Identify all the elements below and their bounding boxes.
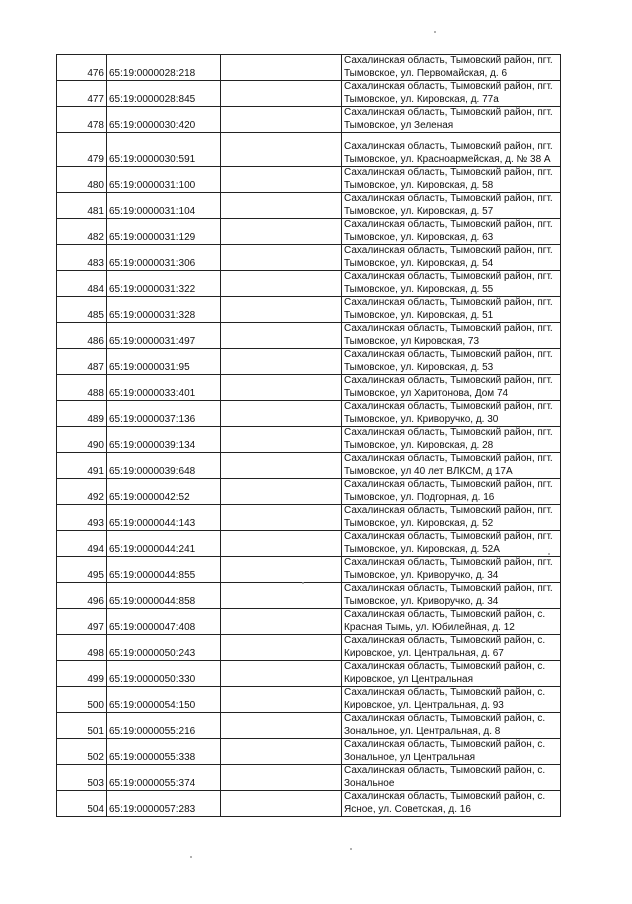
row-number: 479 (57, 133, 107, 167)
address-cell: Сахалинская область, Тымовский район, пгт. Тымовское, ул. Красноармейская, д. № 38 А (342, 133, 561, 167)
address-cell: Сахалинская область, Тымовский район, с. Красная Тымь, ул. Юбилейная, д. 12 (342, 609, 561, 635)
empty-cell (221, 557, 342, 583)
address-cell: Сахалинская область, Тымовский район, с. Ясное, ул. Советская, д. 16 (342, 791, 561, 817)
table-row (57, 219, 561, 245)
table-row (57, 713, 561, 739)
cadastral-number: 65:19:0000050:243 (107, 635, 221, 661)
address-cell: Сахалинская область, Тымовский район, с. Зональное, ул Центральная (342, 739, 561, 765)
cadastral-number: 65:19:0000044:855 (107, 557, 221, 583)
empty-cell (221, 81, 342, 107)
address-cell: Сахалинская область, Тымовский район, пгт. Тымовское, ул Зеленая (342, 107, 561, 133)
cadastral-number: 65:19:0000055:374 (107, 765, 221, 791)
scan-speck (548, 553, 550, 555)
cadastral-number: 65:19:0000037:136 (107, 401, 221, 427)
address-cell: Сахалинская область, Тымовский район, пгт. Тымовское, ул. Кировская, д. 57 (342, 193, 561, 219)
address-cell: Сахалинская область, Тымовский район, пгт. Тымовское, ул. Кировская, д. 28 (342, 427, 561, 453)
row-number: 501 (57, 713, 107, 739)
empty-cell (221, 193, 342, 219)
address-cell: Сахалинская область, Тымовский район, пгт. Тымовское, ул Кировская, 73 (342, 323, 561, 349)
address-cell: Сахалинская область, Тымовский район, пгт. Тымовское, ул. Кировская, д. 58 (342, 167, 561, 193)
row-number: 483 (57, 245, 107, 271)
table-row (57, 687, 561, 713)
row-number: 504 (57, 791, 107, 817)
row-number: 476 (57, 55, 107, 81)
address-cell: Сахалинская область, Тымовский район, пгт. Тымовское, ул. Криворучко, д. 34 (342, 557, 561, 583)
row-number: 498 (57, 635, 107, 661)
cadastral-number: 65:19:0000042:52 (107, 479, 221, 505)
address-cell: Сахалинская область, Тымовский район, пгт. Тымовское, ул Харитонова, Дом 74 (342, 375, 561, 401)
table-row (57, 791, 561, 817)
empty-cell (221, 531, 342, 557)
address-cell: Сахалинская область, Тымовский район, пгт. Тымовское, ул. Кировская, д. 53 (342, 349, 561, 375)
address-cell: Сахалинская область, Тымовский район, с. Зональное (342, 765, 561, 791)
empty-cell (221, 765, 342, 791)
cadastral-number: 65:19:0000031:104 (107, 193, 221, 219)
row-number: 492 (57, 479, 107, 505)
table-row (57, 167, 561, 193)
empty-cell (221, 791, 342, 817)
empty-cell (221, 271, 342, 297)
row-number: 493 (57, 505, 107, 531)
empty-cell (221, 739, 342, 765)
address-cell: Сахалинская область, Тымовский район, пгт. Тымовское, ул. Подгорная, д. 16 (342, 479, 561, 505)
table-row (57, 765, 561, 791)
row-number: 497 (57, 609, 107, 635)
address-cell: Сахалинская область, Тымовский район, пгт. Тымовское, ул. Кировская, д. 77а (342, 81, 561, 107)
table-row (57, 479, 561, 505)
table-row (57, 323, 561, 349)
empty-cell (221, 107, 342, 133)
table-row (57, 133, 561, 167)
empty-cell (221, 401, 342, 427)
address-cell: Сахалинская область, Тымовский район, пгт. Тымовское, ул. Криворучко, д. 30 (342, 401, 561, 427)
address-cell: Сахалинская область, Тымовский район, пгт. Тымовское, ул. Кировская, д. 55 (342, 271, 561, 297)
property-registry-table (56, 54, 561, 817)
cadastral-number: 65:19:0000039:134 (107, 427, 221, 453)
row-number: 499 (57, 661, 107, 687)
address-cell: Сахалинская область, Тымовский район, пгт. Тымовское, ул. Кировская, д. 54 (342, 245, 561, 271)
address-cell: Сахалинская область, Тымовский район, пгт. Тымовское, ул. Кировская, д. 63 (342, 219, 561, 245)
address-cell: Сахалинская область, Тымовский район, пгт. Тымовское, ул. Кировская, д. 52А (342, 531, 561, 557)
empty-cell (221, 687, 342, 713)
address-cell: Сахалинская область, Тымовский район, с. Кировское, ул Центральная (342, 661, 561, 687)
cadastral-number: 65:19:0000028:845 (107, 81, 221, 107)
table-row (57, 661, 561, 687)
cadastral-number: 65:19:0000047:408 (107, 609, 221, 635)
empty-cell (221, 133, 342, 167)
cadastral-number: 65:19:0000055:216 (107, 713, 221, 739)
cadastral-number: 65:19:0000031:306 (107, 245, 221, 271)
address-cell: Сахалинская область, Тымовский район, пгт. Тымовское, ул. Первомайская, д. 6 (342, 55, 561, 81)
address-cell: Сахалинская область, Тымовский район, с. Кировское, ул. Центральная, д. 93 (342, 687, 561, 713)
scan-speck (350, 848, 352, 850)
address-cell: Сахалинская область, Тымовский район, пгт. Тымовское, ул. Кировская, д. 52 (342, 505, 561, 531)
cadastral-number: 65:19:0000030:420 (107, 107, 221, 133)
row-number: 490 (57, 427, 107, 453)
table-row (57, 401, 561, 427)
table-body (57, 55, 561, 817)
cadastral-number: 65:19:0000031:328 (107, 297, 221, 323)
cadastral-number: 65:19:0000050:330 (107, 661, 221, 687)
address-cell: Сахалинская область, Тымовский район, пгт. Тымовское, ул. Кировская, д. 51 (342, 297, 561, 323)
row-number: 482 (57, 219, 107, 245)
row-number: 487 (57, 349, 107, 375)
table-row (57, 427, 561, 453)
empty-cell (221, 349, 342, 375)
table-row (57, 81, 561, 107)
cadastral-number: 65:19:0000054:150 (107, 687, 221, 713)
table-row (57, 271, 561, 297)
row-number: 491 (57, 453, 107, 479)
row-number: 496 (57, 583, 107, 609)
table-row (57, 349, 561, 375)
scan-speck (434, 31, 436, 33)
address-cell: Сахалинская область, Тымовский район, пгт. Тымовское, ул 40 лет ВЛКСМ, д 17А (342, 453, 561, 479)
cadastral-number: 65:19:0000031:129 (107, 219, 221, 245)
address-cell: Сахалинская область, Тымовский район, с. Зональное, ул. Центральная, д. 8 (342, 713, 561, 739)
empty-cell (221, 427, 342, 453)
cadastral-number: 65:19:0000055:338 (107, 739, 221, 765)
address-cell: Сахалинская область, Тымовский район, пгт. Тымовское, ул. Криворучко, д. 34 (342, 583, 561, 609)
cadastral-number: 65:19:0000057:283 (107, 791, 221, 817)
table-row (57, 55, 561, 81)
table-row (57, 453, 561, 479)
cadastral-number: 65:19:0000031:95 (107, 349, 221, 375)
row-number: 495 (57, 557, 107, 583)
table-row (57, 297, 561, 323)
empty-cell (221, 661, 342, 687)
address-cell: Сахалинская область, Тымовский район, с. Кировское, ул. Центральная, д. 67 (342, 635, 561, 661)
cadastral-number: 65:19:0000033:401 (107, 375, 221, 401)
row-number: 503 (57, 765, 107, 791)
scan-speck (190, 856, 192, 858)
table-row (57, 505, 561, 531)
empty-cell (221, 297, 342, 323)
table-row (57, 375, 561, 401)
row-number: 480 (57, 167, 107, 193)
empty-cell (221, 375, 342, 401)
empty-cell (221, 167, 342, 193)
row-number: 481 (57, 193, 107, 219)
table-row (57, 245, 561, 271)
row-number: 478 (57, 107, 107, 133)
table-row (57, 193, 561, 219)
cadastral-number: 65:19:0000028:218 (107, 55, 221, 81)
row-number: 500 (57, 687, 107, 713)
scan-speck (302, 582, 304, 584)
empty-cell (221, 713, 342, 739)
table-row (57, 635, 561, 661)
empty-cell (221, 219, 342, 245)
cadastral-number: 65:19:0000044:858 (107, 583, 221, 609)
cadastral-number: 65:19:0000039:648 (107, 453, 221, 479)
empty-cell (221, 609, 342, 635)
empty-cell (221, 479, 342, 505)
cadastral-number: 65:19:0000031:100 (107, 167, 221, 193)
cadastral-number: 65:19:0000044:143 (107, 505, 221, 531)
empty-cell (221, 635, 342, 661)
table-row (57, 739, 561, 765)
cadastral-number: 65:19:0000044:241 (107, 531, 221, 557)
empty-cell (221, 505, 342, 531)
table-row (57, 531, 561, 557)
row-number: 484 (57, 271, 107, 297)
cadastral-number: 65:19:0000030:591 (107, 133, 221, 167)
empty-cell (221, 55, 342, 81)
cadastral-number: 65:19:0000031:322 (107, 271, 221, 297)
table-row (57, 609, 561, 635)
row-number: 494 (57, 531, 107, 557)
empty-cell (221, 245, 342, 271)
row-number: 485 (57, 297, 107, 323)
row-number: 502 (57, 739, 107, 765)
table-row (57, 557, 561, 583)
cadastral-number: 65:19:0000031:497 (107, 323, 221, 349)
row-number: 486 (57, 323, 107, 349)
empty-cell (221, 583, 342, 609)
empty-cell (221, 453, 342, 479)
table-row (57, 583, 561, 609)
table-row (57, 107, 561, 133)
row-number: 489 (57, 401, 107, 427)
row-number: 488 (57, 375, 107, 401)
row-number: 477 (57, 81, 107, 107)
empty-cell (221, 323, 342, 349)
